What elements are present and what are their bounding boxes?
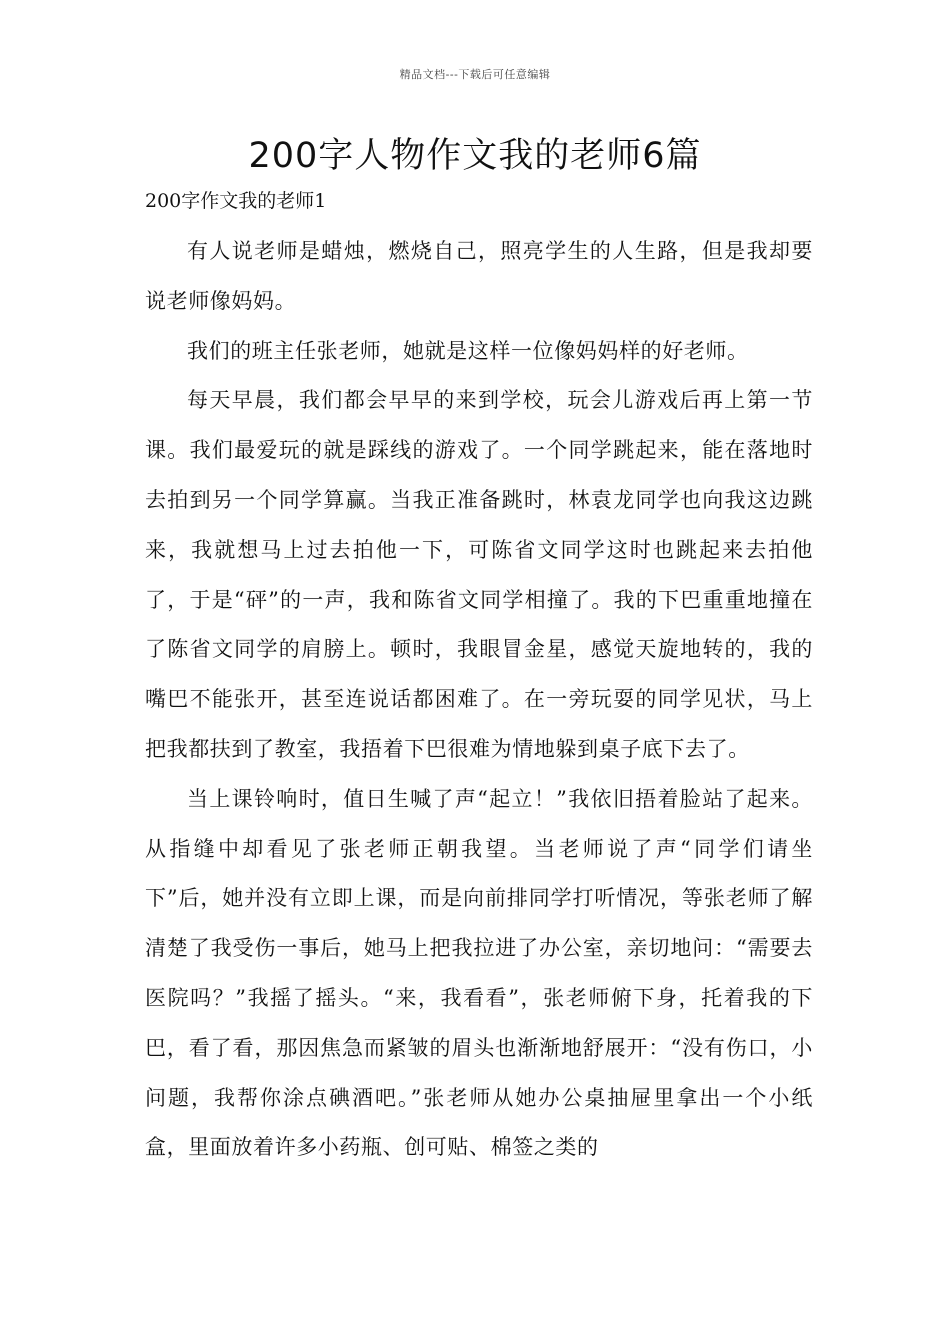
- header-note: 精品文档---下载后可任意编辑: [399, 68, 551, 81]
- paragraph: 我们的班主任张老师，她就是这样一位像妈妈样的好老师。: [187, 338, 749, 363]
- paragraph: 当上课铃响时，值日生喊了声“起立！”我依旧捂着脸站了起来。从指缝中却看见了张老师正朝我望。当老师说了声“同学们请坐下”后，她并没有立即上课，而是向前排同学打听情况，等张老师了解清楚了我受伤一事后，她马上把我拉进了办公室，亲切地问：“需要去医院吗？”我摇了摇头。“来，我看看”，张老师俯下身，托着我的下巴，看了看，那因焦急而紧皱的眉头也渐渐地舒展开：“没有伤口，小问题，我帮你涂点碘酒吧。”张老师从她办公桌抽屉里拿出一个小纸盒，里面放着许多小药瓶、创可贴、棉签之类的: [145, 786, 813, 1160]
- page-title: 200字人物作文我的老师6篇: [248, 136, 702, 176]
- paragraph: 有人说老师是蜡烛，燃烧自己，照亮学生的人生路，但是我却要说老师像妈妈。: [145, 239, 813, 313]
- section-heading: 200字作文我的老师1: [145, 190, 327, 212]
- article-body: [145, 227, 813, 1173]
- paragraph: 每天早晨，我们都会早早的来到学校，玩会儿游戏后再上第一节课。我们最爱玩的就是踩线的游戏了。一个同学跳起来，能在落地时去拍到另一个同学算赢。当我正准备跳时，林袁龙同学也向我这边跳来，我就想马上过去拍他一下，可陈省文同学这时也跳起来去拍他了，于是“砰”的一声，我和陈省文同学相撞了。我的下巴重重地撞在了陈省文同学的肩膀上。顿时，我眼冒金星，感觉天旋地转的，我的嘴巴不能张开，甚至连说话都困难了。在一旁玩耍的同学见状，马上把我都扶到了教室，我捂着下巴很难为情地躲到桌子底下去了。: [145, 388, 813, 761]
